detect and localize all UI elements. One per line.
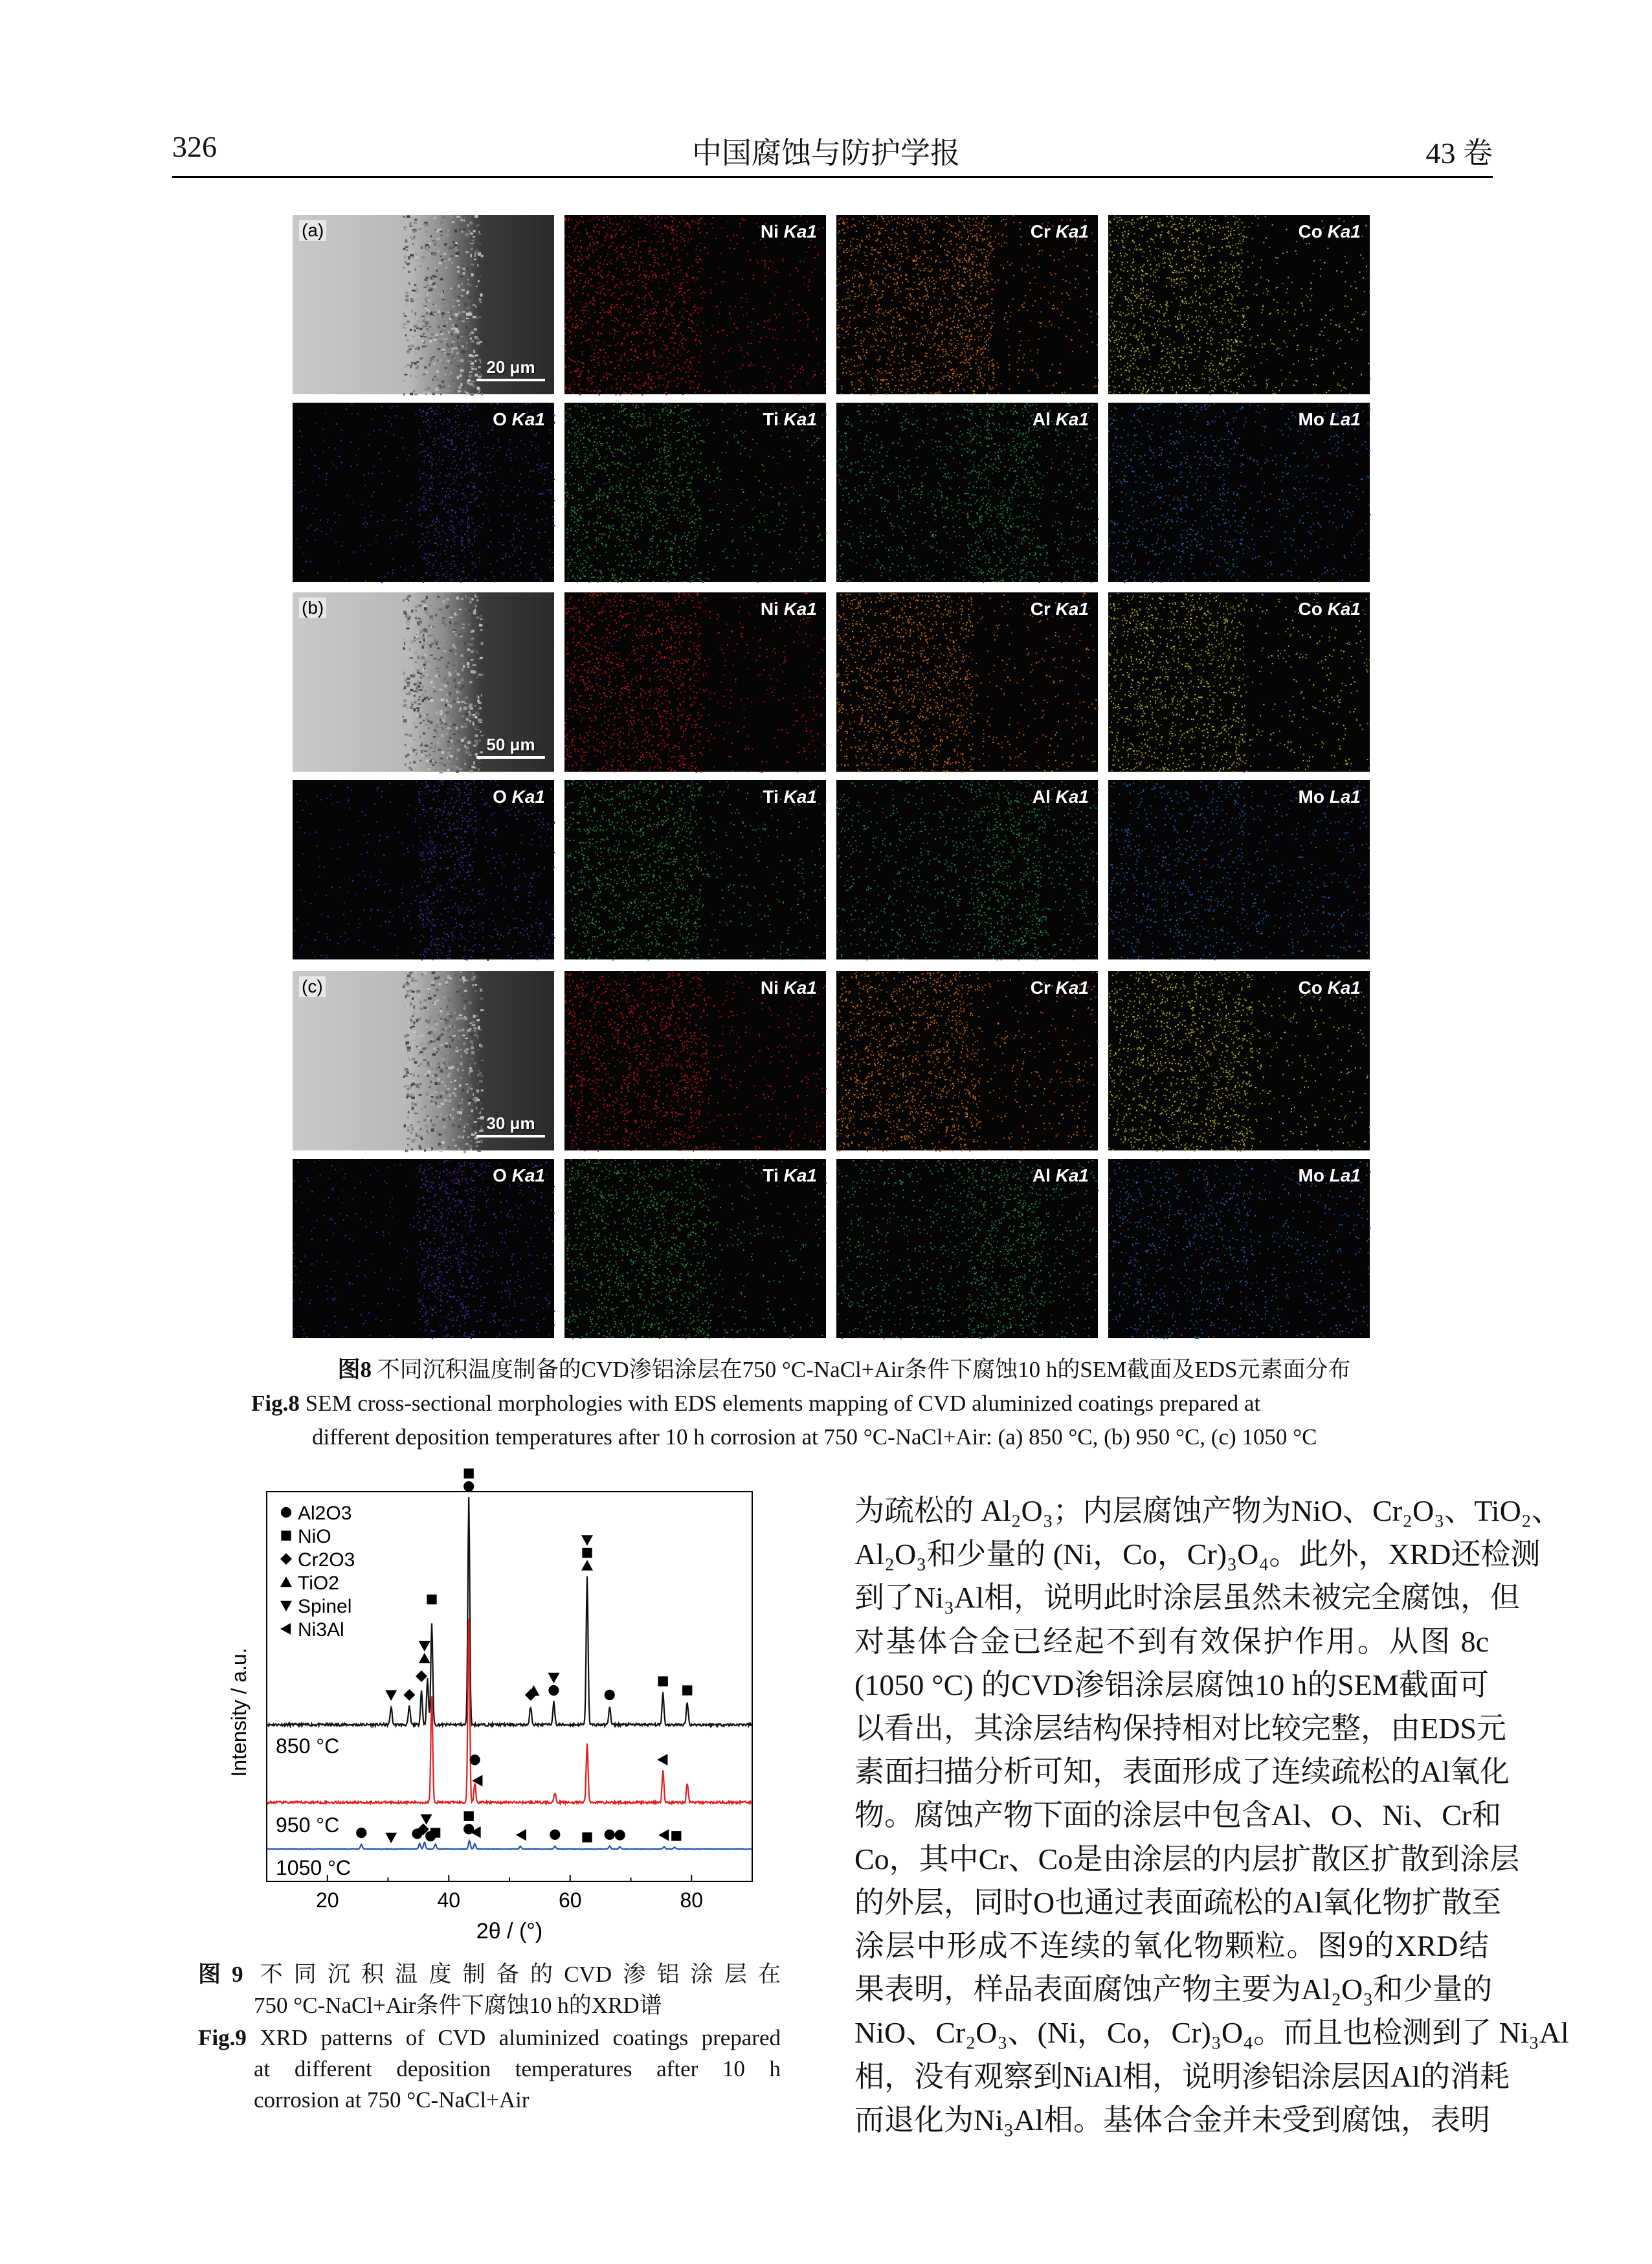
eds-map-ni	[564, 215, 826, 394]
legend-marker-triangle-up	[280, 1576, 292, 1587]
emission-line: Ka1	[784, 221, 817, 241]
phase-marker-triangle-down	[419, 1641, 430, 1652]
legend-marker-diamond	[280, 1553, 292, 1565]
phase-marker-triangle-down	[548, 1673, 559, 1683]
eds-map-label	[1032, 1165, 1089, 1186]
phase-marker-square	[464, 1811, 474, 1821]
eds-map-label	[1299, 409, 1361, 430]
eds-map-co	[1108, 971, 1370, 1150]
eds-map-ni	[564, 971, 826, 1150]
body-text-line: 的外层，同时O也通过表面疏松的Al氧化物扩散至	[854, 1881, 1489, 1924]
eds-map-label	[763, 409, 817, 430]
phase-marker-square	[658, 1676, 668, 1686]
body-text-line: 素面扫描分析可知，表面形成了连续疏松的Al氧化	[854, 1750, 1489, 1793]
legend-label: Ni3Al	[298, 1619, 344, 1641]
eds-map-ti	[564, 780, 826, 959]
phase-marker-triangle-up	[581, 1560, 593, 1571]
body-text-line: 而退化为Ni₃Al相。基体合金并未受到腐蚀，表明	[854, 2098, 1489, 2142]
phase-marker-triangle-left	[657, 1754, 667, 1765]
element-symbol: O	[493, 787, 507, 807]
body-text-line: 果表明，样品表面腐蚀产物主要为Al₂O₃和少量的	[854, 1967, 1489, 2011]
body-text-line: 到了Ni₃Al相，说明此时涂层虽然未被完全腐蚀，但	[854, 1576, 1489, 1619]
eds-map-o	[293, 780, 554, 959]
phase-marker-circle	[469, 1754, 480, 1765]
figure-9-number-cn: 图9	[198, 1962, 243, 1987]
emission-line: Ka1	[512, 787, 545, 807]
element-symbol: Ni	[761, 221, 779, 241]
scale-bar-line	[476, 379, 545, 381]
panel-tag: (b)	[299, 598, 326, 618]
figure-8-caption-cn-text: 不同沉积温度制备的CVD渗铝涂层在750 °C-NaCl+Air条件下腐蚀10 h的SEM截面及EDS元素面分布	[377, 1357, 1351, 1382]
phase-marker-triangle-down	[581, 1535, 593, 1545]
phase-marker-diamond	[403, 1689, 415, 1701]
eds-map-ti	[564, 1159, 826, 1338]
element-symbol: Cr	[1031, 599, 1051, 619]
xrd-trace	[267, 1619, 752, 1804]
x-axis-label: 2θ / (°)	[476, 1919, 542, 1944]
body-text-line: 相，没有观察到NiAl相，说明渗铝涂层因Al的消耗	[854, 2055, 1489, 2098]
element-symbol: Al	[1032, 409, 1051, 429]
emission-line: Ka1	[1056, 221, 1089, 241]
eds-map-label	[1031, 599, 1089, 620]
eds-map-label	[761, 221, 817, 242]
element-symbol: Mo	[1299, 1165, 1324, 1185]
eds-map-ti	[564, 403, 826, 582]
eds-map-label	[1032, 409, 1089, 430]
phase-marker-triangle-up	[419, 1653, 430, 1663]
phase-marker-circle	[615, 1830, 625, 1840]
body-text-column	[854, 1489, 1489, 2142]
figure-9-caption-cn	[198, 1959, 781, 2021]
page-number: 326	[172, 129, 217, 164]
body-text-line: 以看出，其涂层结构保持相对比较完整，由EDS元	[854, 1707, 1489, 1750]
eds-map-mo	[1108, 780, 1370, 959]
phase-marker-triangle-down	[385, 1690, 397, 1701]
phase-marker-square	[430, 1828, 440, 1837]
element-symbol: Cr	[1031, 978, 1051, 998]
element-symbol: Al	[1032, 1165, 1051, 1185]
figure-8-caption-en	[251, 1388, 1424, 1419]
emission-line: Ka1	[784, 1165, 817, 1185]
phase-marker-square	[427, 1595, 436, 1604]
legend-label: Al2O3	[298, 1503, 352, 1524]
emission-line: Ka1	[1056, 409, 1089, 429]
eds-map-label	[1299, 978, 1361, 998]
body-text-line: 涂层中形成不连续的氧化物颗粒。图9的XRD结	[854, 1924, 1489, 1967]
element-symbol: Co	[1299, 221, 1323, 241]
body-text-line: 对基体合金已经起不到有效保护作用。从图 8c	[854, 1620, 1489, 1663]
legend-label: Spinel	[298, 1596, 352, 1617]
figure-9-xrd-chart	[230, 1486, 761, 1942]
emission-line: Ka1	[1056, 1165, 1089, 1185]
eds-map-label	[761, 599, 817, 620]
header-rule	[172, 176, 1493, 178]
scale-bar-line	[476, 1135, 545, 1138]
phase-marker-circle	[550, 1830, 560, 1840]
phase-marker-square	[464, 1468, 474, 1478]
figure-9-number-en: Fig.9	[198, 2025, 247, 2050]
x-tick-label: 60	[559, 1889, 582, 1912]
scale-bar	[476, 1114, 545, 1138]
eds-map-ni	[564, 592, 826, 772]
element-symbol: Ti	[763, 787, 778, 807]
phase-marker-triangle-left	[472, 1775, 482, 1786]
body-text-line: Al₂O₃和少量的 (Ni，Co，Cr)₃O₄。此外，XRD还检测	[854, 1532, 1489, 1576]
figure-8-caption-en-line2: different deposition temperatures after 10 h corrosion at 750 °C-NaCl+Air: (a) 850 °C, (b) 950 °C, (c) 1050 °C	[312, 1422, 1424, 1453]
phase-marker-circle	[356, 1828, 366, 1838]
emission-line: La1	[1330, 409, 1361, 429]
sem-image	[293, 215, 554, 394]
figure-9-caption-cn-line1: 不同沉积温度制备的CVD渗铝涂层在	[260, 1962, 781, 1987]
element-symbol: Mo	[1299, 787, 1324, 807]
emission-line: Ka1	[784, 787, 817, 807]
emission-line: La1	[1330, 787, 1361, 807]
body-text-line: 为疏松的 Al₂O₃；内层腐蚀产物为NiO、Cr₂O₃、TiO₂、	[854, 1489, 1489, 1532]
phase-marker-circle	[605, 1690, 615, 1700]
x-tick-label: 80	[680, 1889, 703, 1912]
element-symbol: Ni	[761, 978, 779, 998]
panel-tag: (a)	[299, 220, 326, 241]
eds-map-label	[1299, 1165, 1361, 1186]
phase-marker-triangle-down	[421, 1814, 432, 1824]
series-label: 950 °C	[276, 1813, 339, 1837]
legend-label: NiO	[298, 1526, 331, 1547]
emission-line: Ka1	[1328, 599, 1361, 619]
body-text-line: (1050 °C) 的CVD渗铝涂层腐蚀10 h的SEM截面可	[854, 1663, 1489, 1707]
legend-label: Cr2O3	[298, 1549, 355, 1571]
series-label: 1050 °C	[276, 1856, 351, 1879]
element-symbol: Co	[1299, 599, 1323, 619]
eds-map-label	[763, 787, 817, 807]
element-symbol: Ti	[763, 1165, 778, 1185]
emission-line: Ka1	[512, 1165, 545, 1185]
phase-marker-triangle-left	[516, 1829, 526, 1841]
phase-marker-circle	[463, 1481, 474, 1492]
figure-9-caption-en-line2: at different deposition temperatures after 10 h	[198, 2054, 781, 2085]
series-label: 850 °C	[276, 1734, 339, 1758]
figure-8-grid	[293, 215, 1370, 1341]
emission-line: Ka1	[784, 599, 817, 619]
eds-map-label	[1299, 221, 1361, 242]
phase-marker-diamond	[416, 1670, 427, 1682]
figure-8-caption-cn	[274, 1354, 1414, 1385]
legend-marker-triangle-down	[280, 1601, 292, 1611]
eds-map-cr	[836, 215, 1098, 394]
emission-line: Ka1	[784, 409, 817, 429]
eds-map-al	[836, 1159, 1098, 1338]
element-symbol: Ni	[761, 599, 779, 619]
scale-bar-label: 30 μm	[476, 1114, 545, 1134]
emission-line: Ka1	[512, 409, 545, 429]
eds-map-cr	[836, 971, 1098, 1150]
eds-map-cr	[836, 592, 1098, 772]
scale-bar	[476, 735, 545, 759]
phase-marker-circle	[605, 1830, 615, 1840]
eds-map-label	[1299, 787, 1361, 807]
emission-line: Ka1	[1056, 978, 1089, 998]
figure-8-caption-en-line1: SEM cross-sectional morphologies with EDS elements mapping of CVD aluminized coatings prepared at	[306, 1391, 1261, 1416]
eds-map-al	[836, 403, 1098, 582]
eds-map-label	[493, 787, 545, 807]
x-tick-label: 40	[437, 1889, 460, 1912]
legend-marker-square	[281, 1530, 291, 1540]
x-tick-label: 20	[316, 1889, 339, 1912]
eds-map-co	[1108, 215, 1370, 394]
eds-map-mo	[1108, 403, 1370, 582]
eds-map-o	[293, 403, 554, 582]
eds-map-label	[1032, 787, 1089, 807]
body-text-line: 物。腐蚀产物下面的涂层中包含Al、O、Ni、Cr和	[854, 1793, 1489, 1837]
phase-marker-square	[682, 1685, 692, 1695]
eds-map-al	[836, 780, 1098, 959]
phase-marker-triangle-down	[385, 1833, 397, 1843]
figure-9-caption-en-line1: XRD patterns of CVD aluminized coatings prepared	[260, 2025, 781, 2050]
emission-line: La1	[1330, 1165, 1361, 1185]
figure-9-caption-en	[198, 2023, 781, 2116]
scale-bar-line	[476, 756, 545, 759]
element-symbol: Co	[1299, 978, 1323, 998]
figure-8-number-cn: 图8	[337, 1357, 372, 1382]
phase-marker-square	[671, 1831, 681, 1841]
element-symbol: Ti	[763, 409, 778, 429]
eds-map-label	[493, 409, 545, 430]
y-axis-label: Intensity / a.u.	[227, 1648, 251, 1776]
emission-line: Ka1	[1328, 978, 1361, 998]
eds-map-label	[1031, 978, 1089, 998]
eds-map-mo	[1108, 1159, 1370, 1338]
emission-line: Ka1	[1328, 221, 1361, 241]
body-text-line: NiO、Cr₂O₃、(Ni，Co，Cr)₃O₄。而且也检测到了 Ni₃Al	[854, 2011, 1489, 2054]
element-symbol: Mo	[1299, 409, 1324, 429]
element-symbol: Al	[1032, 787, 1051, 807]
legend-marker-circle	[281, 1507, 291, 1518]
eds-map-label	[761, 978, 817, 998]
figure-9-caption-cn-line2: 750 °C-NaCl+Air条件下腐蚀10 h的XRD谱	[198, 1990, 781, 2021]
emission-line: Ka1	[784, 978, 817, 998]
eds-map-label	[763, 1165, 817, 1186]
eds-map-label	[493, 1165, 545, 1186]
emission-line: Ka1	[1056, 599, 1089, 619]
phase-marker-triangle-left	[658, 1829, 669, 1841]
body-text-line: Co，其中Cr、Co是由涂层的内层扩散区扩散到涂层	[854, 1837, 1489, 1881]
xrd-trace	[267, 1841, 752, 1849]
scale-bar-label: 20 μm	[476, 357, 545, 377]
element-symbol: O	[493, 409, 507, 429]
emission-line: Ka1	[1056, 787, 1089, 807]
panel-tag: (c)	[299, 976, 326, 997]
scale-bar-label: 50 μm	[476, 735, 545, 755]
sem-image	[293, 592, 554, 772]
legend-label: TiO2	[298, 1573, 339, 1594]
phase-marker-square	[582, 1832, 592, 1842]
scale-bar	[476, 357, 545, 381]
element-symbol: O	[493, 1165, 507, 1185]
volume-label: 43 卷	[1426, 129, 1493, 172]
legend-marker-triangle-left	[280, 1623, 291, 1635]
eds-map-label	[1299, 599, 1361, 620]
eds-map-o	[293, 1159, 554, 1338]
phase-marker-circle	[548, 1685, 559, 1696]
figure-8-number-en: Fig.8	[251, 1391, 300, 1416]
figure-9-caption-en-line3: corrosion at 750 °C-NaCl+Air	[198, 2085, 781, 2116]
sem-image	[293, 971, 554, 1150]
eds-map-co	[1108, 592, 1370, 772]
journal-title: 中国腐蚀与防护学报	[0, 129, 1652, 172]
element-symbol: Cr	[1031, 221, 1051, 241]
xrd-chart-svg	[230, 1486, 761, 1942]
eds-map-label	[1031, 221, 1089, 242]
phase-marker-square	[582, 1548, 592, 1558]
